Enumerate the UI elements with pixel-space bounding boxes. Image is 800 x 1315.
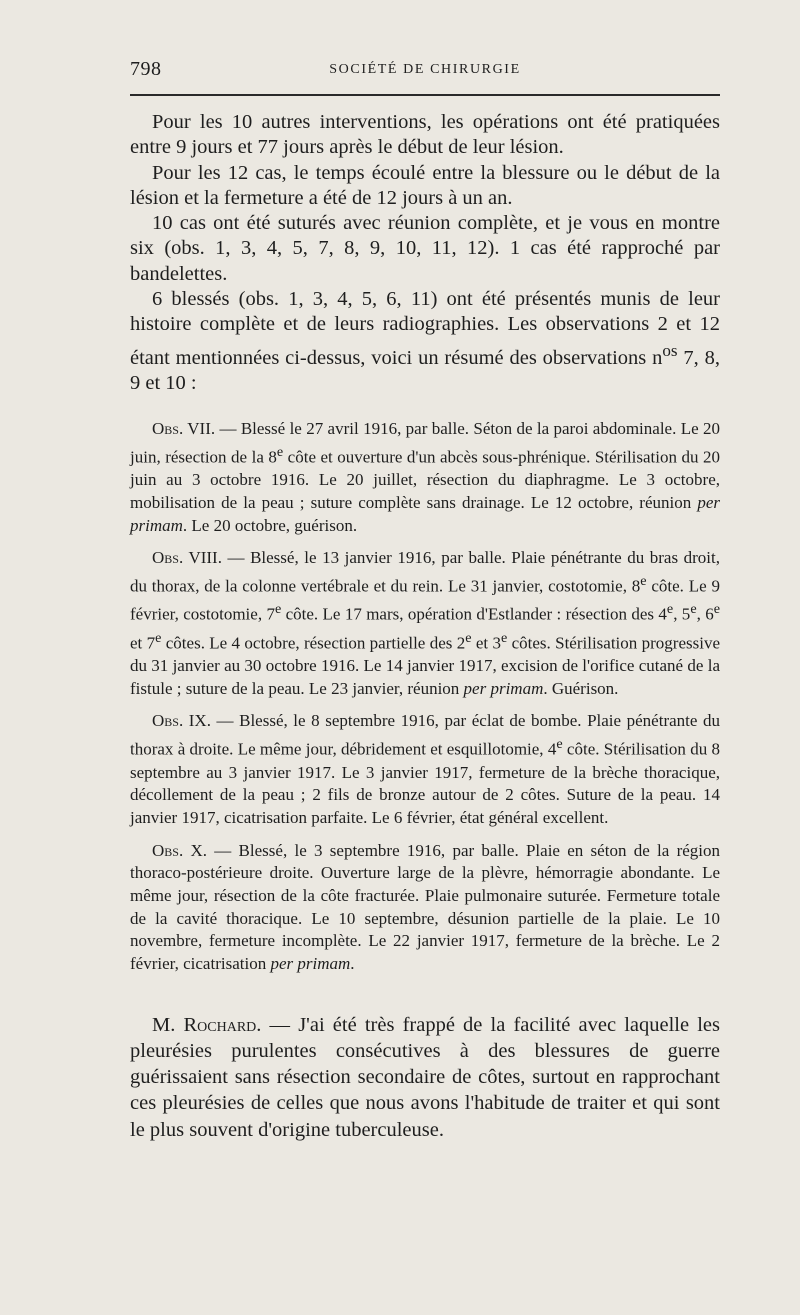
page-number: 798 [130,58,162,80]
intro-paragraph-4 [130,287,720,396]
page-header [130,58,720,82]
header-rule [130,94,720,96]
observation-ix: Obs. IX. — Blessé, le 8 septembre 1916, par éclat de bombe. Plaie pénétrante du thorax à droite. Le même jour, débridement et esquillotomie, 4e côte. Stérilisation du 8 septembre au 3 janvier 1917. Le 3 janvier 1917, fermeture de la brèche thoracique, décollement de la peau ; 2 fils de bronze autour de 2 côtes. Suture de la peau. 14 janvier 1917, cicatrisation parfaite. Le 6 février, état général excellent. [130,711,720,827]
running-title: SOCIÉTÉ DE CHIRURGIE [329,62,521,77]
intro-paragraph-2: Pour les 12 cas, le temps écoulé entre la blessure ou le début de la lésion et la fermeture a été de 12 jours à un an. [130,161,720,209]
speaker-name: M. Rochard. [152,1013,262,1036]
observations [130,418,720,976]
observation-x: Obs. X. — Blessé, le 3 septembre 1916, par balle. Plaie en séton de la région thoraco-postérieure droite. Ouverture large de la plèvre, hémorragie abondante. Le même jour, résection de la côte fracturée. Plaie pulmonaire suturée. Fermeture totale de la cavité thoracique. Le 10 septembre, désunion partielle de la plaie. Le 10 novembre, fermeture incomplète. Le 22 janvier 1917, fermeture de la brèche. Le 2 février, cicatrisation per primam. [130,840,721,974]
intro-paragraph-1: Pour les 10 autres interventions, les opérations ont été pratiquées entre 9 jours et 77 jours après le début de leur lésion. [130,111,720,159]
observation-vii: Obs. VII. — Blessé le 27 avril 1916, par balle. Séton de la paroi abdominale. Le 20 juin, résection de la 8e côte et ouverture d'un abcès sous-phrénique. Stérilisation du 20 juin au 3 octobre 1916. Le 20 juillet, résection du diaphragme. Le 3 octobre, mobilisation de la peau ; suture complète sans drainage. Le 12 octobre, réunion per primam. Le 20 octobre, guérison. [130,419,720,535]
closing-remark [130,1012,720,1143]
observation-label: Obs. IX. [152,711,211,731]
intro-paragraph-3: 10 cas ont été suturés avec réunion complète, et je vous en montre six (obs. 1, 3, 4, 5, 7, 8, 9, 10, 11, 12). 1 cas été rapproché par bandelettes. [130,212,720,285]
closing-paragraph [130,1012,720,1143]
closing-text: — J'ai été très frappé de la facilité avec laquelle les pleurésies purulentes consécutives à des blessures de guerre guérissaient sans résection secondaire de côtes, surtout en rapprochant ces pleurésies de celles que nous avons l'habitude de traiter et qui sont le plus souvent d'origine tuberculeuse. [130,1013,721,1141]
observation-label: Obs. VII. [152,419,216,439]
intro-paragraph-4-text: 6 blessés (obs. 1, 3, 4, 5, 6, 11) ont été présentés munis de leur histoire complète et de leurs radiographies. Les observations 2 et 12 étant mentionnées ci-dessus, voici un résumé des observations n [130,288,720,369]
intro-paragraph-4-end: 7, 8, 9 et 10 : [130,346,720,394]
page-body [130,110,720,1143]
latin-phrase: per primam [463,678,544,698]
observation-label: Obs. X. [152,840,208,860]
latin-phrase: per primam [130,492,720,535]
observation-viii: Obs. VIII. — Blessé, le 13 janvier 1916, par balle. Plaie pénétrante du bras droit, du thorax, de la colonne vertébrale et du rein. Le 31 janvier, costotomie, 8e côte. Le 9 février, costotomie, 7e côte. Le 17 mars, opération d'Estlander : résection des 4e, 5e, 6e et 7e côtes. Le 4 octobre, résection partielle des 2e et 3e côtes. Stérilisation progressive du 31 janvier au 30 octobre 1916. Le 14 janvier 1917, excision de l'orifice cutané de la fistule ; suture de la peau. Le 23 janvier, réunion per primam. Guérison. [130,548,721,698]
superscript: os [662,340,678,360]
observation-label: Obs. VIII. [152,548,222,568]
latin-phrase: per primam [270,954,351,974]
